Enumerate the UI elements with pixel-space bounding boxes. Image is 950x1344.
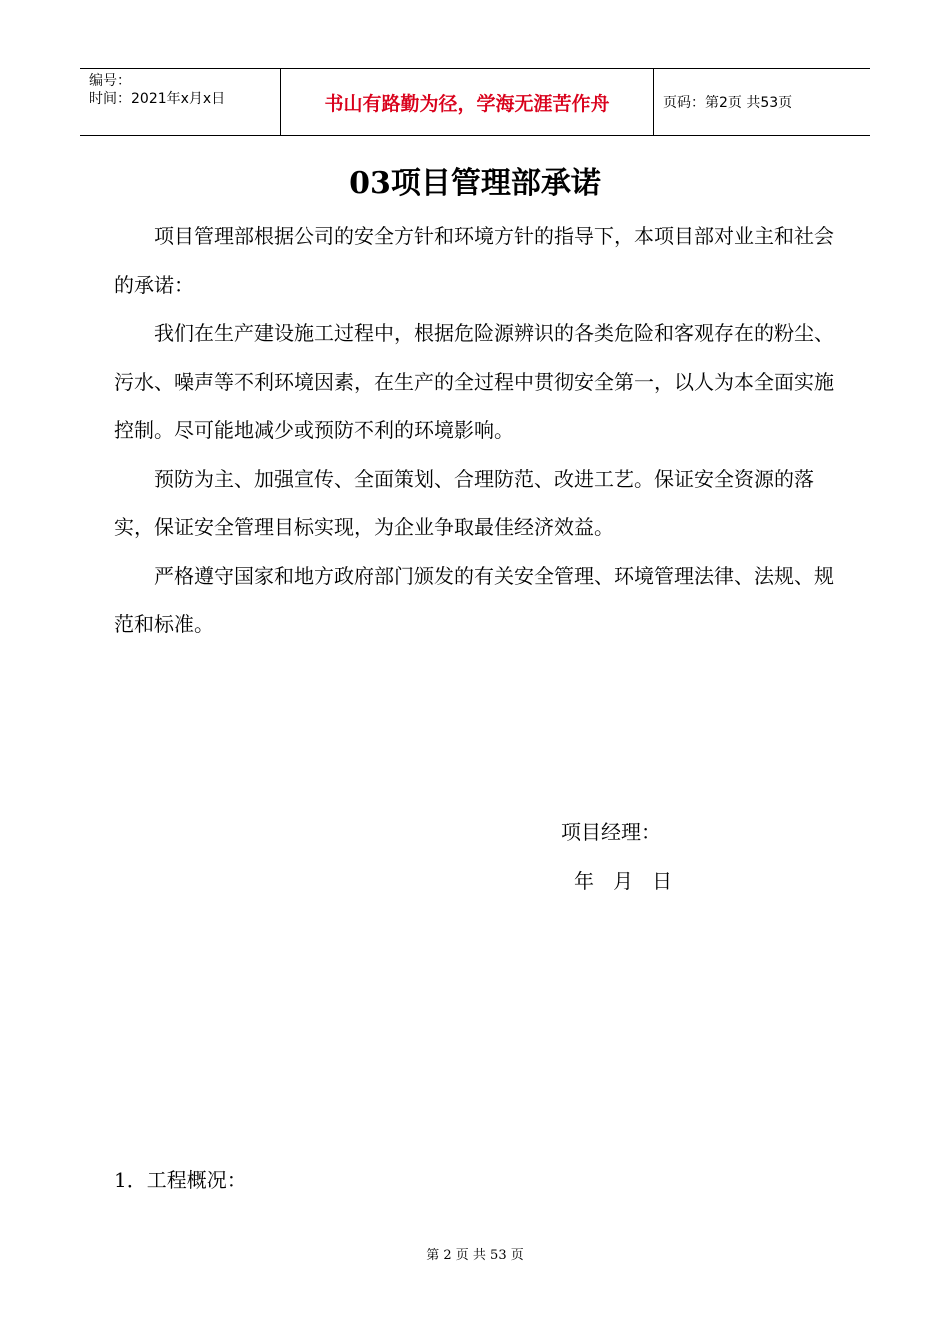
document-title: 03项目管理部承诺 [349,166,601,201]
document-header [80,68,870,136]
header-page-label: 页码：第2页 共53页 [663,95,793,111]
signature-date: 年 月 日 [574,869,673,893]
page-footer: 第 2 页 共 53 页 [426,1248,524,1263]
paragraph: 预防为主、加强宣传、全面策划、合理防范、改进工艺。保证安全资源的落实，保证安全管理目标实现，为企业争取最佳经济效益。 [114,466,814,539]
header-motto: 书山有路勤为径，学海无涯苦作舟 [281,69,654,135]
paragraph: 项目管理部根据公司的安全方针和环境方针的指导下，本项目部对业主和社会的承诺： [114,224,834,297]
header-time-label: 时间：2021年x月x日 [89,91,226,107]
paragraph: 严格遵守国家和地方政府部门颁发的有关安全管理、环境管理法律、法规、规范和标准。 [114,563,834,636]
paragraph: 我们在生产建设施工过程中，根据危险源辨识的各类危险和客观存在的粉尘、污水、噪声等不利环境因素，在生产的全过程中贯彻安全第一，以人为本全面实施控制。尽可能地减少或预防不利的环境影响。 [114,321,834,442]
signature-label: 项目经理： [561,820,661,844]
section-heading: 1．工程概况： [114,1168,247,1192]
header-number-label: 编号： [89,73,131,89]
header-meta-cell [80,69,281,135]
document-body [114,212,834,649]
